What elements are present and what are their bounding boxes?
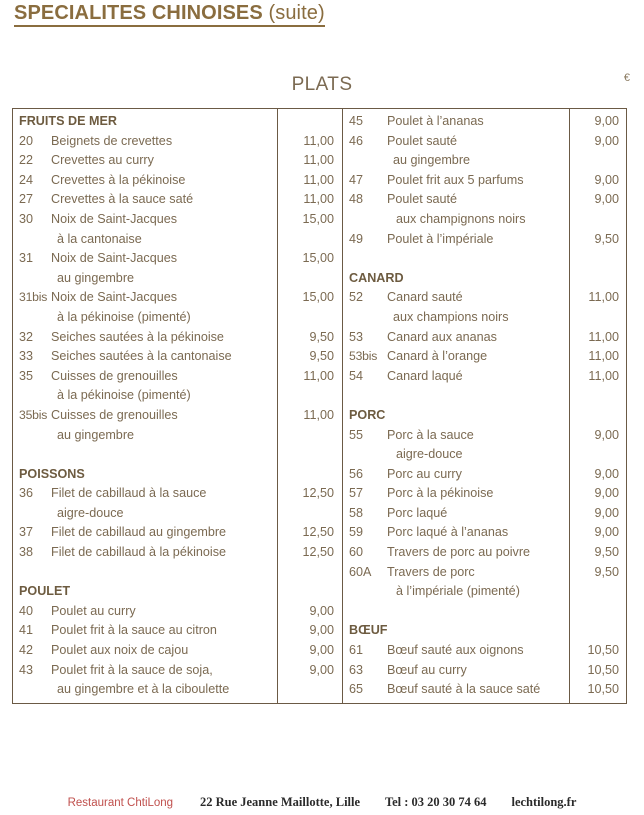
- section-title: CANARD: [349, 270, 404, 285]
- menu-item-price: 9,00: [594, 172, 619, 187]
- menu-item-row: [13, 523, 277, 543]
- menu-item-row: [343, 347, 569, 367]
- menu-item-number: 27: [19, 192, 34, 207]
- menu-item-price: 12,50: [302, 525, 334, 540]
- menu-item-price: 12,50: [302, 486, 334, 501]
- menu-spacer-row: [343, 249, 569, 269]
- menu-item-description: aigre-douce: [396, 447, 463, 462]
- menu-item-continuation: [13, 386, 277, 406]
- menu-item-price: 11,00: [588, 349, 619, 364]
- menu-item-price: 10,50: [587, 682, 619, 697]
- menu-item-price: 11,00: [588, 329, 619, 344]
- menu-section-header: [13, 582, 277, 602]
- menu-item-price: 9,00: [594, 505, 619, 520]
- menu-item-number: 58: [349, 505, 364, 520]
- right-items-column: [342, 109, 569, 703]
- menu-item-price: 9,00: [594, 427, 619, 442]
- menu-price-empty: [278, 563, 342, 583]
- menu-price-empty: [570, 621, 626, 641]
- menu-item-price: 9,00: [594, 133, 619, 148]
- menu-item-number: 45: [349, 114, 364, 128]
- menu-spacer-row: [13, 563, 277, 583]
- menu-item-name: Noix de Saint-Jacques: [51, 211, 178, 226]
- menu-item-number: 54: [349, 368, 364, 383]
- menu-item-price: 15,00: [302, 290, 334, 305]
- menu-item-number: 57: [349, 486, 364, 501]
- menu-item-continuation: [343, 308, 569, 328]
- menu-item-number: 48: [349, 192, 364, 207]
- menu-item-row: [343, 288, 569, 308]
- section-title: PORC: [349, 407, 386, 422]
- menu-item-row: [13, 171, 277, 191]
- menu-price-empty: [278, 230, 342, 250]
- menu-price-empty: [278, 680, 342, 700]
- menu-spacer-row: [13, 445, 277, 465]
- section-title: POISSONS: [19, 466, 85, 481]
- menu-item-number: 37: [19, 525, 34, 540]
- menu-table: [12, 108, 627, 704]
- menu-item-price: 9,50: [594, 545, 619, 560]
- menu-item-number: 52: [349, 290, 364, 305]
- menu-item-row: [13, 641, 277, 661]
- menu-item-row: [343, 132, 569, 152]
- menu-item-row: [343, 543, 569, 563]
- menu-item-row: [343, 328, 569, 348]
- menu-item-name: Beignets de crevettes: [51, 133, 173, 148]
- menu-price-empty: [570, 582, 626, 602]
- menu-item-number: 49: [349, 231, 364, 246]
- menu-item-name: Seiches sautées à la pékinoise: [51, 329, 224, 344]
- menu-item-description: au gingembre: [57, 427, 135, 442]
- menu-item-name: Bœuf sauté à la sauce saté: [387, 682, 541, 697]
- menu-item-price: 10,50: [587, 662, 619, 677]
- menu-item-number: 61: [349, 643, 364, 658]
- menu-item-row: [13, 484, 277, 504]
- page-title-suffix: (suite): [262, 2, 325, 24]
- page-title: [14, 2, 325, 27]
- menu-item-row: [343, 680, 569, 700]
- menu-item-description: au gingembre: [57, 270, 135, 285]
- menu-item-row: [13, 151, 277, 171]
- menu-item-number: 30: [19, 211, 34, 226]
- menu-item-number: 60: [349, 545, 364, 560]
- menu-price-empty: [278, 426, 342, 446]
- menu-item-number: 55: [349, 427, 364, 442]
- menu-item-name: Poulet à l’ananas: [387, 114, 484, 128]
- section-title: BŒUF: [349, 623, 388, 638]
- menu-section-header: [13, 112, 277, 132]
- plats-heading: PLATS: [291, 74, 353, 95]
- menu-price-empty: [570, 386, 626, 406]
- menu-item-row: [13, 132, 277, 152]
- menu-item-name: Canard sauté: [387, 290, 463, 305]
- menu-item-price: 12,50: [302, 545, 334, 560]
- menu-item-name: Poulet frit à la sauce de soja,: [51, 662, 213, 677]
- menu-item-row: [343, 641, 569, 661]
- menu-item-number: 42: [19, 643, 34, 658]
- menu-item-name: Porc laqué à l’ananas: [387, 525, 509, 540]
- menu-item-name: Crevettes à la sauce saté: [51, 192, 194, 207]
- menu-item-continuation: [343, 210, 569, 230]
- menu-item-number: 36: [19, 486, 34, 501]
- footer-address: 22 Rue Jeanne Maillotte, Lille: [199, 795, 361, 809]
- menu-price-empty: [278, 269, 342, 289]
- menu-item-row: [13, 661, 277, 681]
- menu-item-number: 40: [19, 603, 34, 618]
- menu-item-price: 9,00: [594, 466, 619, 481]
- menu-item-name: Bœuf au curry: [387, 662, 467, 677]
- menu-item-name: Seiches sautées à la cantonaise: [51, 349, 232, 364]
- menu-price-empty: [278, 504, 342, 524]
- menu-item-continuation: [13, 426, 277, 446]
- menu-item-row: [343, 426, 569, 446]
- menu-item-name: Travers de porc au poivre: [387, 545, 531, 560]
- menu-section-header: [13, 465, 277, 485]
- menu-item-number: 24: [19, 172, 34, 187]
- menu-item-description: au gingembre et à la ciboulette: [57, 682, 230, 697]
- menu-item-row: [13, 602, 277, 622]
- menu-item-price: 9,00: [309, 623, 334, 638]
- menu-price-empty: [570, 406, 626, 426]
- menu-item-row: [13, 367, 277, 387]
- menu-item-price: 9,50: [594, 564, 619, 579]
- menu-item-name: Canard aux ananas: [387, 329, 497, 344]
- footer: [0, 793, 644, 811]
- menu-item-row: [343, 523, 569, 543]
- menu-item-number: 46: [349, 133, 364, 148]
- menu-item-row: [343, 661, 569, 681]
- menu-item-continuation: [13, 230, 277, 250]
- menu-item-name: Travers de porc: [387, 564, 475, 579]
- menu-item-price: 9,00: [594, 114, 619, 128]
- menu-item-price: 9,50: [309, 349, 334, 364]
- menu-item-name: Poulet frit aux 5 parfums: [387, 172, 524, 187]
- menu-item-price: 9,00: [309, 662, 334, 677]
- menu-item-name: Poulet aux noix de cajou: [51, 643, 189, 658]
- menu-item-row: [343, 112, 569, 132]
- menu-item-number: 47: [349, 172, 364, 187]
- menu-item-price: 9,00: [594, 525, 619, 540]
- menu-price-empty: [570, 210, 626, 230]
- menu-item-number: 38: [19, 545, 34, 560]
- menu-item-number: 59: [349, 525, 364, 540]
- currency-symbol: €: [623, 72, 630, 84]
- menu-item-number: 65: [349, 682, 364, 697]
- menu-item-name: Canard laqué: [387, 368, 463, 383]
- menu-item-name: Poulet au curry: [51, 603, 136, 618]
- menu-item-row: [13, 406, 277, 426]
- menu-price-empty: [570, 269, 626, 289]
- menu-price-empty: [278, 386, 342, 406]
- menu-item-price: 15,00: [302, 211, 334, 226]
- menu-item-name: Poulet à l’impériale: [387, 231, 494, 246]
- menu-item-description: au gingembre: [393, 153, 471, 168]
- menu-item-row: [343, 367, 569, 387]
- menu-item-price: 9,50: [309, 329, 334, 344]
- menu-item-row: [13, 190, 277, 210]
- menu-section-header: [343, 269, 569, 289]
- section-title: POULET: [19, 584, 71, 599]
- menu-item-name: Bœuf sauté aux oignons: [387, 643, 524, 658]
- menu-item-number: 35: [19, 368, 34, 383]
- menu-price-empty: [570, 445, 626, 465]
- menu-item-price: 10,50: [587, 643, 619, 658]
- menu-item-name: Noix de Saint-Jacques: [51, 290, 178, 305]
- menu-item-name: Filet de cabillaud à la pékinoise: [51, 545, 227, 560]
- menu-item-continuation: [343, 445, 569, 465]
- menu-price-empty: [570, 308, 626, 328]
- menu-item-name: Canard à l’orange: [387, 349, 488, 364]
- menu-item-row: [13, 210, 277, 230]
- menu-section-header: [343, 621, 569, 641]
- menu-item-row: [13, 621, 277, 641]
- menu-item-name: Porc au curry: [387, 466, 462, 481]
- menu-item-row: [13, 249, 277, 269]
- menu-item-number: 31: [19, 251, 34, 266]
- menu-item-number: 33: [19, 349, 34, 364]
- menu-item-row: [343, 563, 569, 583]
- menu-item-number: 63: [349, 662, 364, 677]
- menu-item-price: 9,00: [594, 486, 619, 501]
- menu-item-number: 41: [19, 623, 34, 638]
- menu-spacer-row: [343, 386, 569, 406]
- menu-item-price: 11,00: [303, 133, 334, 148]
- menu-item-name: Poulet frit à la sauce au citron: [51, 623, 217, 638]
- menu-item-number: 43: [19, 662, 34, 677]
- menu-item-name: Cuisses de grenouilles: [51, 368, 178, 383]
- menu-item-number: 35bis: [19, 407, 48, 422]
- menu-item-continuation: [13, 504, 277, 524]
- menu-item-price: 11,00: [303, 192, 334, 207]
- menu-price-empty: [278, 308, 342, 328]
- menu-item-number: 60A: [349, 564, 372, 579]
- menu-item-row: [13, 543, 277, 563]
- menu-section-header: [343, 406, 569, 426]
- menu-price-empty: [570, 602, 626, 622]
- menu-item-name: Crevettes à la pékinoise: [51, 172, 186, 187]
- menu-item-price: 15,00: [302, 251, 334, 266]
- menu-item-description: aux champions noirs: [393, 309, 509, 324]
- menu-item-price: 11,00: [588, 368, 619, 383]
- menu-item-number: 56: [349, 466, 364, 481]
- menu-item-name: Crevettes au curry: [51, 153, 154, 168]
- menu-item-price: 9,50: [594, 231, 619, 246]
- menu-item-description: aigre-douce: [57, 505, 124, 520]
- menu-price-empty: [278, 582, 342, 602]
- menu-price-empty: [278, 445, 342, 465]
- menu-item-number: 31bis: [19, 290, 48, 305]
- menu-item-price: 11,00: [588, 290, 619, 305]
- menu-item-name: Filet de cabillaud à la sauce: [51, 486, 207, 501]
- right-price-column: [569, 109, 626, 703]
- menu-item-number: 20: [19, 133, 34, 148]
- menu-item-name: Filet de cabillaud au gingembre: [51, 525, 227, 540]
- menu-item-continuation: [13, 680, 277, 700]
- menu-item-continuation: [343, 582, 569, 602]
- menu-item-price: 9,00: [309, 643, 334, 658]
- menu-item-description: aux champignons noirs: [396, 211, 526, 226]
- menu-price-empty: [278, 112, 342, 132]
- menu-item-row: [343, 190, 569, 210]
- menu-item-description: à la pékinoise (pimenté): [57, 388, 191, 403]
- menu-item-description: à la cantonaise: [57, 231, 142, 246]
- footer-website: lechtilong.fr: [511, 795, 577, 809]
- menu-item-price: 11,00: [303, 172, 334, 187]
- menu-item-row: [343, 230, 569, 250]
- left-items-column: [13, 109, 277, 703]
- menu-item-number: 32: [19, 329, 34, 344]
- menu-item-price: 9,00: [309, 603, 334, 618]
- menu-item-name: Cuisses de grenouilles: [51, 407, 178, 422]
- left-price-column: [277, 109, 342, 703]
- menu-item-price: 11,00: [303, 153, 334, 168]
- menu-item-row: [13, 288, 277, 308]
- menu-item-row: [343, 504, 569, 524]
- menu-item-name: Noix de Saint-Jacques: [51, 251, 178, 266]
- menu-item-row: [343, 171, 569, 191]
- menu-item-description: à l’impériale (pimenté): [396, 584, 520, 599]
- menu-price-empty: [570, 151, 626, 171]
- footer-telephone: Tel : 03 20 30 74 64: [384, 795, 487, 809]
- menu-item-name: Poulet sauté: [387, 192, 458, 207]
- menu-price-empty: [570, 249, 626, 269]
- menu-item-row: [13, 347, 277, 367]
- menu-item-number: 53bis: [349, 349, 378, 364]
- menu-item-continuation: [343, 151, 569, 171]
- menu-item-number: 53: [349, 329, 364, 344]
- menu-item-name: Porc laqué: [387, 505, 448, 520]
- section-title: FRUITS DE MER: [19, 114, 117, 128]
- menu-item-name: Porc à la sauce: [387, 427, 474, 442]
- menu-item-price: 9,00: [594, 192, 619, 207]
- page-title-main: SPECIALITES CHINOISES: [14, 2, 263, 24]
- menu-item-name: Porc à la pékinoise: [387, 486, 494, 501]
- menu-item-name: Poulet sauté: [387, 133, 458, 148]
- menu-item-row: [343, 465, 569, 485]
- menu-item-row: [13, 328, 277, 348]
- menu-item-row: [343, 484, 569, 504]
- menu-item-price: 11,00: [303, 368, 334, 383]
- menu-item-continuation: [13, 269, 277, 289]
- menu-item-continuation: [13, 308, 277, 328]
- menu-price-empty: [278, 465, 342, 485]
- menu-spacer-row: [343, 602, 569, 622]
- menu-item-description: à la pékinoise (pimenté): [57, 309, 191, 324]
- menu-item-price: 11,00: [303, 407, 334, 422]
- menu-item-number: 22: [19, 153, 34, 168]
- footer-restaurant-name: Restaurant ChtiLong: [67, 797, 174, 809]
